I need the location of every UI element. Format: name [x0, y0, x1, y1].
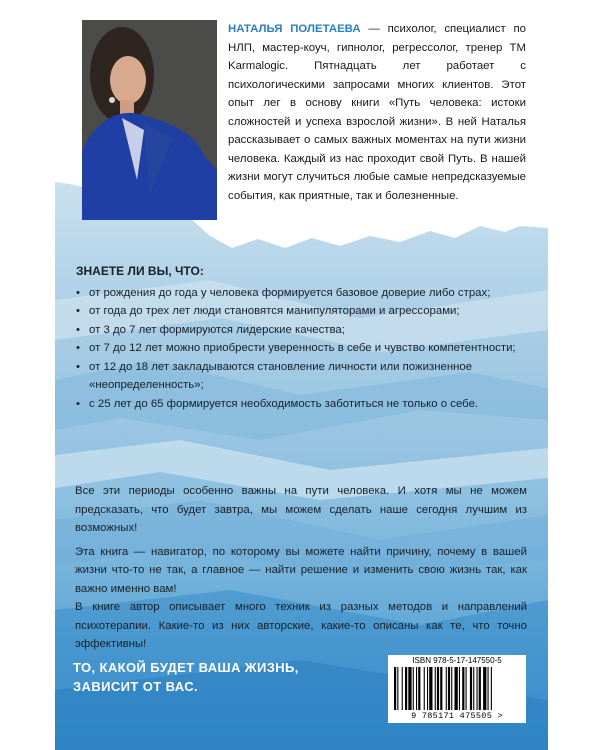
facts-list-item: • от рождения до года у человека формируется базовое доверие либо страх;	[66, 284, 534, 303]
author-bio-text: — психолог, специалист по НЛП, мастер-коуч, гипнолог, регрессолог, тренер ТМ Karmalogic. Пятнадцать лет работает с психологическими запросами многих клиентов. Этот опыт лег в основу книги «Путь человека: истоки сложностей и успеха взрослой жизни». В ней Наталья рассказывает о самых важных моментах на пути жизни человека. Каждый из нас проходит свой Путь. В нашей жизни могут случиться любые самые непредсказуемые события, как приятные, так и болезненные.	[228, 23, 526, 202]
facts-list-item: • от 3 до 7 лет формируются лидерские качества;	[66, 321, 534, 340]
tagline-line-2: ЗАВИСИТ ОТ ВАС.	[73, 679, 199, 694]
tagline	[73, 658, 373, 696]
facts-section	[66, 262, 534, 413]
facts-list-item: • от 12 до 18 лет закладываются становление личности или пожизненное «неопределенность»;	[66, 358, 534, 395]
author-photo	[82, 20, 217, 220]
tagline-line-1: ТО, КАКОЙ БУДЕТ ВАША ЖИЗНЬ,	[73, 660, 299, 675]
barcode-block	[388, 655, 526, 723]
facts-list-item: • от 7 до 12 лет можно приобрести уверенность в себе и чувство компетентности;	[66, 339, 534, 358]
facts-list-item: • с 25 лет до 65 формируется необходимость заботиться не только о себе.	[66, 395, 534, 414]
body-text	[75, 482, 527, 654]
barcode-number: 9 785171 475505 >	[411, 711, 503, 721]
body-paragraph: В книге автор описывает много техник из разных методов и направлений психотерапии. Какие-то из них авторские, какие-то описаны как те, что точно эффективны!	[75, 601, 527, 650]
barcode-bars	[392, 667, 522, 710]
author-bio	[228, 20, 526, 205]
isbn-label: ISBN 978-5-17-147550-5	[412, 656, 502, 665]
facts-list	[66, 284, 534, 414]
body-paragraph: Все эти периоды особенно важны на пути человека. И хотя мы не можем предсказать, что будет завтра, мы можем сделать наше сегодня лучшим из возможных!	[75, 485, 527, 534]
author-name: НАТАЛЬЯ ПОЛЕТАЕВА	[228, 23, 361, 35]
facts-list-item: • от года до трех лет люди становятся манипуляторами и агрессорами;	[66, 302, 534, 321]
facts-heading: ЗНАЕТЕ ЛИ ВЫ, ЧТО:	[76, 264, 204, 278]
body-paragraph: Эта книга — навигатор, по которому вы можете найти причину, почему в вашей жизни что-то не так, а главное — найти решение и изменить свою жизнь так, как важно именно вам!	[75, 545, 527, 595]
